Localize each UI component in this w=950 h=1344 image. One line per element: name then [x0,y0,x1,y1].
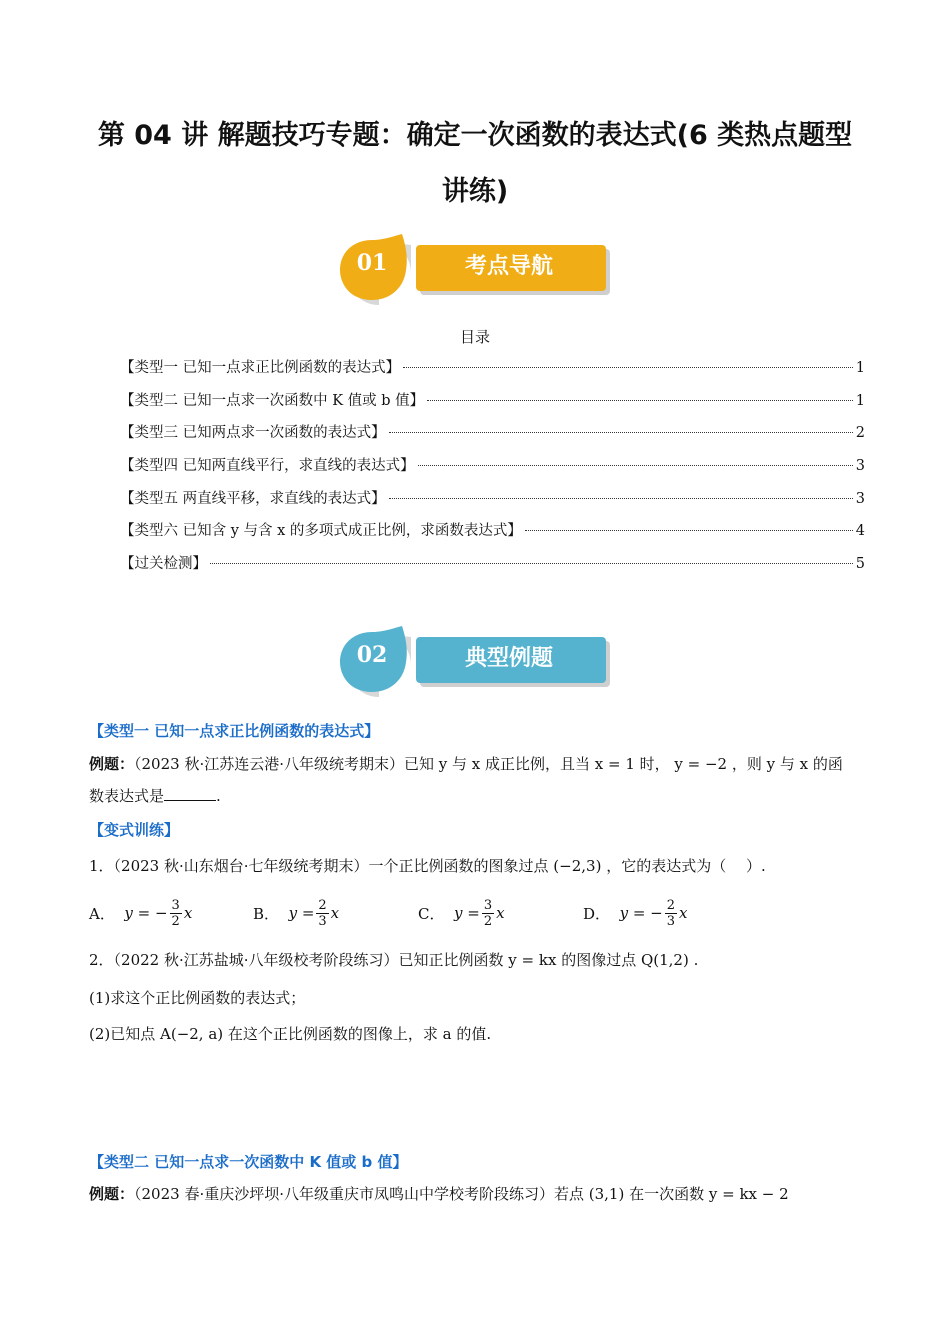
denominator: 3 [318,913,327,929]
toc-item[interactable] [120,356,865,389]
option-var: x [330,904,340,922]
fraction [170,898,182,929]
option-letter: B． [253,904,280,923]
numerator: 3 [483,897,493,913]
toc-page-number: 2 [855,425,865,442]
option-var: x [679,904,688,922]
banner-kaodian [336,232,616,308]
option-letter: D． [583,904,611,923]
example-1 [89,748,864,812]
fraction [316,898,328,929]
example-1-text: （2023 秋·江苏连云港·八年级统考期末）已知 y 与 x 成正比例，且当 x = 1 时， y = −2 ，则 y 与 x 的函 [134,755,843,773]
example-1-period: . [216,787,221,805]
toc-page-number: 4 [855,523,865,540]
toc-item-label: 【类型四 已知两直线平行，求直线的表达式】 [120,458,415,475]
toc-leader [403,367,853,368]
toc-leader [418,465,853,466]
option-expr: y = − [619,904,663,922]
option-expr: y = [288,904,315,922]
toc-item-label: 【过关检测】 [120,556,207,573]
answer-blank[interactable] [164,784,216,801]
option-expr: y = [454,904,480,922]
toc-leader [389,432,853,433]
toc-item-label: 【类型三 已知两点求一次函数的表达式】 [120,425,386,442]
toc-item[interactable] [120,421,865,454]
question-2: 2．（2022 秋·江苏盐城·八年级校考阶段练习）已知正比例函数 y = kx 的图像过点 Q(1,2) . [89,951,699,969]
page-title [60,108,890,220]
example-2-text: （2023 春·重庆沙坪坝·八年级重庆市凤鸣山中学校考阶段练习）若点 (3,1) 在一次函数 y = kx − 2 [134,1185,789,1203]
toc-title: 目录 [459,328,490,346]
option-var: x [496,904,505,922]
question-1-options [89,892,864,934]
toc-page-number: 1 [855,360,865,376]
toc-page-number: 3 [855,458,865,475]
numerator: 2 [318,897,327,913]
option-c[interactable] [418,892,505,934]
variant-training-heading: 【变式训练】 [89,821,180,839]
option-letter: C． [418,904,445,923]
toc-leader [389,498,853,499]
toc-item[interactable] [120,552,865,585]
option-letter: A． [89,904,115,923]
banner-label-1: 考点导航 [464,254,553,279]
question-2-part-2: (2)已知点 A(−2, a) 在这个正比例函数的图像上，求 a 的值. [89,1025,492,1043]
title-line-2: 讲练) [441,176,509,207]
banner-number-1: 01 [356,250,388,276]
toc-item-label: 【类型二 已知一点求一次函数中 K 值或 b 值】 [120,392,425,409]
toc-leader [210,563,853,564]
example-2 [89,1178,864,1210]
example-label: 例题： [89,755,135,773]
denominator: 2 [483,913,493,929]
banner-label-2: 典型例题 [464,646,553,671]
section-heading-1: 【类型一 已知一点求正比例函数的表达式】 [89,722,380,740]
toc-item-label: 【类型五 两直线平移，求直线的表达式】 [120,490,386,507]
option-a[interactable] [89,892,192,934]
toc-leader [525,530,853,531]
banner-dianxing [336,624,616,700]
question-2-part-1: (1)求这个正比例函数的表达式； [89,989,306,1007]
toc-leader [427,400,853,401]
option-d[interactable] [583,892,687,934]
section-heading-2: 【类型二 已知一点求一次函数中 K 值或 b 值】 [89,1153,408,1171]
question-1: 1．（2023 秋·山东烟台·七年级统考期末）一个正比例函数的图象过点 (−2,3) ，它的表达式为（ ）. [89,857,766,875]
table-of-contents [120,356,865,585]
fraction [665,898,677,929]
denominator: 3 [666,913,676,929]
toc-item-label: 【类型一 已知一点求正比例函数的表达式】 [120,360,401,376]
example-label: 例题： [89,1185,135,1203]
numerator: 2 [666,897,676,913]
toc-item[interactable] [120,454,865,487]
toc-item[interactable] [120,389,865,422]
denominator: 2 [171,913,180,929]
toc-page-number: 1 [855,392,865,409]
fraction [482,898,494,929]
toc-page-number: 3 [855,490,865,507]
toc-item-label: 【类型六 已知含 y 与含 x 的多项式成正比例，求函数表达式】 [120,523,522,540]
option-var: x [183,904,193,922]
example-1-text-2: 数表达式是 [89,787,165,805]
toc-item[interactable] [120,487,865,520]
title-line-1: 第 04 讲 解题技巧专题：确定一次函数的表达式(6 类热点题型 [97,120,853,151]
banner-number-2: 02 [356,642,388,668]
option-expr: y = − [124,904,168,922]
option-b[interactable] [253,892,339,934]
numerator: 3 [171,897,180,913]
toc-page-number: 5 [855,556,865,573]
toc-item[interactable] [120,519,865,552]
